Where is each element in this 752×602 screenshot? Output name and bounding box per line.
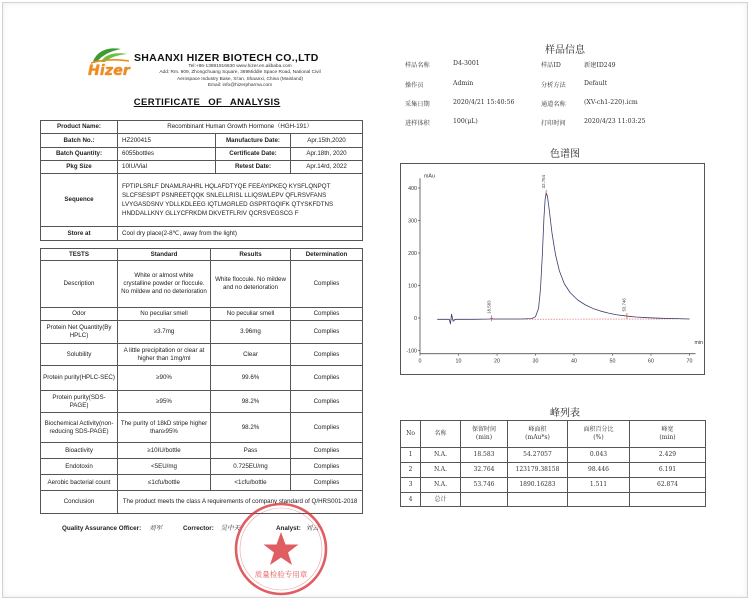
test-name: Aerobic bacterial count bbox=[41, 475, 118, 491]
company-name: SHAANXI HIZER BIOTECH CO.,LTD bbox=[134, 52, 319, 64]
peak-no: 4 bbox=[401, 493, 421, 507]
peak-no: 1 bbox=[401, 448, 421, 463]
header-label: 峰面积 bbox=[528, 426, 547, 433]
header-unit: (%) bbox=[593, 434, 604, 441]
corrector-label: Corrector: bbox=[183, 525, 214, 532]
sequence-label: Sequence bbox=[41, 174, 118, 227]
x-axis-label: min bbox=[694, 339, 703, 346]
peak-table-header bbox=[401, 421, 706, 448]
analyst-name: 刘云 bbox=[305, 524, 319, 532]
store-value: Cool dry place(2-8℃, away from the light) bbox=[118, 227, 363, 241]
header-standard: Standard bbox=[118, 249, 211, 261]
test-name: Endotoxin bbox=[41, 459, 118, 475]
peak-area-percent: 1.511 bbox=[568, 478, 630, 493]
injection-volume-label: 进样体积 bbox=[405, 120, 430, 127]
table-row bbox=[401, 493, 706, 507]
table-row bbox=[41, 161, 363, 174]
qa-label: Quality Assurance Officer: bbox=[62, 525, 142, 532]
header-label: 名称 bbox=[434, 430, 447, 437]
table-row bbox=[41, 174, 363, 227]
peak-table-title: 峰列表 bbox=[550, 408, 580, 419]
peak-retention-time bbox=[461, 493, 508, 507]
method-label: 分析方法 bbox=[541, 82, 566, 89]
pkg-size-label: Pkg Size bbox=[41, 161, 118, 174]
stamp-text: 质量检验专用章 bbox=[254, 570, 308, 579]
test-result: 3.96mg bbox=[211, 321, 291, 344]
x-tick-label: 20 bbox=[494, 358, 500, 365]
test-determination: Complies bbox=[291, 321, 363, 344]
operator-value: Admin bbox=[453, 80, 474, 87]
header-peak-area bbox=[508, 421, 568, 448]
table-row bbox=[41, 366, 363, 391]
peak-name: N.A. bbox=[421, 448, 461, 463]
chromatogram-chart bbox=[400, 163, 705, 375]
sample-id-value: 新建ID249 bbox=[584, 62, 616, 69]
star-icon bbox=[264, 532, 299, 565]
test-name: Protein Net Quantity(By HPLC) bbox=[41, 321, 118, 344]
table-row bbox=[41, 459, 363, 475]
table-row bbox=[401, 463, 706, 478]
x-tick-label: 0 bbox=[418, 358, 422, 365]
peak-label: 18.583 bbox=[486, 300, 492, 314]
product-name-value: Recombinant Human Growth Hormone（HGH-191） bbox=[118, 121, 363, 134]
test-result: 99.6% bbox=[211, 366, 291, 391]
test-determination: Complies bbox=[291, 475, 363, 491]
test-result: No peculiar smell bbox=[211, 308, 291, 321]
tests-table bbox=[40, 248, 363, 514]
peak-area-percent: 0.043 bbox=[568, 448, 630, 463]
chromatogram-title: 色谱图 bbox=[550, 149, 580, 160]
test-result: Clear bbox=[211, 344, 291, 366]
company-contact bbox=[134, 64, 346, 90]
test-determination: Complies bbox=[291, 443, 363, 459]
sequence-line: LVYGASDSNV YDLLKDLEEG IQTLMGRLED GSPRTGQIFK QTYSKFDTNS bbox=[122, 201, 334, 208]
x-tick-label: 10 bbox=[455, 358, 462, 365]
test-determination: Complies bbox=[291, 391, 363, 413]
manufacture-date-label: Manufacture Date: bbox=[216, 134, 291, 148]
retest-date-value: Apr.14rd, 2022 bbox=[291, 161, 363, 174]
qa-name: 刘军 bbox=[148, 524, 162, 532]
test-standard: ≥10IU/bottle bbox=[118, 443, 211, 459]
test-result: 0.725EU/mg bbox=[211, 459, 291, 475]
company-logo bbox=[84, 46, 134, 84]
logo-text: Hizer bbox=[87, 63, 131, 79]
header-retention-time bbox=[461, 421, 508, 448]
contact-line-address-2: Aerospace Industry Base, Xi'an, Shaanxi, China (Mainland) bbox=[177, 76, 303, 82]
pkg-size-value: 10IU/Vial bbox=[118, 161, 216, 174]
chromatogram-trace-0 bbox=[437, 193, 689, 324]
peak-retention-time: 53.746 bbox=[461, 478, 508, 493]
test-standard: No peculiar smell bbox=[118, 308, 211, 321]
certificate-date-value: Apr.18th, 2020 bbox=[291, 148, 363, 161]
header-label: 面积百分比 bbox=[583, 426, 614, 433]
peak-table bbox=[400, 420, 706, 507]
test-standard: ≥3.7mg bbox=[118, 321, 211, 344]
sequence-value bbox=[118, 174, 363, 227]
table-row bbox=[41, 475, 363, 491]
header-area-percent bbox=[568, 421, 630, 448]
table-row bbox=[41, 261, 363, 308]
x-tick-label: 50 bbox=[609, 358, 616, 365]
retest-date-label: Retest Date: bbox=[216, 161, 291, 174]
operator-label: 操作员 bbox=[405, 82, 424, 89]
test-result: Pass bbox=[211, 443, 291, 459]
injection-volume-value: 100(μL) bbox=[453, 118, 478, 125]
sample-info-title: 样品信息 bbox=[545, 45, 585, 56]
table-row bbox=[41, 121, 363, 134]
header-peak-width bbox=[630, 421, 706, 448]
batch-quantity-label: Batch Quantity: bbox=[41, 148, 118, 161]
test-result: 98.2% bbox=[211, 391, 291, 413]
header-tests: TESTS bbox=[41, 249, 118, 261]
y-axis-label: mAu bbox=[424, 173, 435, 180]
table-row bbox=[41, 308, 363, 321]
header-determination: Determination bbox=[291, 249, 363, 261]
sequence-line: HNDDALLKNY GLLYCFRKDM DKVETFLRIV QCRSVEGSCG F bbox=[122, 210, 299, 217]
test-name: Description bbox=[41, 261, 118, 308]
test-standard: ≥95% bbox=[118, 391, 211, 413]
table-row bbox=[41, 148, 363, 161]
contact-line-tel: Tel:+86-13891916630 www.hizer.en.alibaba.com bbox=[188, 64, 292, 69]
contact-line-address-1: Add: Rm. 909, Zhongchuang Square, 369Middle Space Road, National Civil bbox=[159, 70, 321, 76]
manufacture-date-value: Apr.15th,2020 bbox=[291, 134, 363, 148]
product-name-label: Product Name: bbox=[41, 121, 118, 134]
tests-header-row bbox=[41, 249, 363, 261]
table-row bbox=[401, 448, 706, 463]
batch-no-label: Batch No.: bbox=[41, 134, 118, 148]
header-no bbox=[401, 421, 421, 448]
x-tick-label: 70 bbox=[686, 358, 693, 365]
test-determination: Complies bbox=[291, 459, 363, 475]
peak-no: 3 bbox=[401, 478, 421, 493]
y-tick-label: 300 bbox=[408, 218, 417, 225]
header-label: No bbox=[406, 430, 415, 437]
sequence-line: SLCFSESIPT PSNREETQQK SNLELLRISL LLIQSWLEPV QFLRSVFANS bbox=[122, 192, 327, 199]
peak-area bbox=[508, 493, 568, 507]
x-tick-label: 30 bbox=[532, 358, 539, 365]
peak-width bbox=[630, 493, 706, 507]
sequence-line: FPTIPLSRLF DNAMLRAHRL HQLAFDTYQE FEEAYIPKEQ KYSFLQNPQT bbox=[122, 183, 331, 190]
test-name: Solubility bbox=[41, 344, 118, 366]
test-result: 98.2% bbox=[211, 413, 291, 443]
peak-area: 123179.38158 bbox=[508, 463, 568, 478]
header-unit: (mAu*s) bbox=[525, 434, 550, 441]
header-label: 保留时间 bbox=[471, 426, 496, 433]
test-determination: Complies bbox=[291, 413, 363, 443]
test-name: Protein purity(SDS-PAGE) bbox=[41, 391, 118, 413]
peak-area-percent bbox=[568, 493, 630, 507]
table-row bbox=[41, 413, 363, 443]
product-info-table bbox=[40, 120, 363, 241]
channel-value: (XV-ch1-220).icm bbox=[584, 99, 638, 106]
sample-name-label: 样品名称 bbox=[405, 62, 430, 69]
leaf-icon bbox=[87, 46, 131, 64]
table-row bbox=[41, 134, 363, 148]
x-tick-label: 40 bbox=[571, 358, 577, 365]
table-row bbox=[41, 321, 363, 344]
test-determination: Complies bbox=[291, 366, 363, 391]
contact-line-email: Email: info@hizerpharma.com bbox=[207, 83, 273, 89]
header-label: 峰宽 bbox=[661, 426, 674, 433]
corrector-name: 吴中天 bbox=[220, 524, 241, 532]
y-tick-label: 0 bbox=[414, 315, 417, 322]
table-row bbox=[41, 391, 363, 413]
sample-id-label: 样品ID bbox=[541, 62, 561, 69]
document-title: CERTIFICATE OF ANALYSIS bbox=[133, 97, 281, 108]
peak-area: 1890.16283 bbox=[508, 478, 568, 493]
test-name: Odor bbox=[41, 308, 118, 321]
peak-area-percent: 98.446 bbox=[568, 463, 630, 478]
peak-name: 总计 bbox=[421, 493, 461, 507]
quality-stamp bbox=[232, 500, 330, 598]
peak-retention-time: 18.583 bbox=[461, 448, 508, 463]
analyst-label: Analyst: bbox=[276, 525, 301, 532]
header-name bbox=[421, 421, 461, 448]
test-name: Biochemical Activity(non-reducing SDS-PAGE) bbox=[41, 413, 118, 443]
test-name: Protein purity(HPLC-SEC) bbox=[41, 366, 118, 391]
header-results: Results bbox=[211, 249, 291, 261]
peak-no: 2 bbox=[401, 463, 421, 478]
y-tick-label: -100 bbox=[406, 348, 417, 355]
test-standard: The purity of 18kD stripe higher than≥95% bbox=[118, 413, 211, 443]
test-standard: White or almost white crystalline powder or floccule. No mildew and no deterioration bbox=[118, 261, 211, 308]
table-row bbox=[401, 478, 706, 493]
peak-area: 54.27057 bbox=[508, 448, 568, 463]
peak-label: 32.764 bbox=[540, 174, 546, 189]
peak-width: 62.874 bbox=[630, 478, 706, 493]
test-standard: ≤1cfu/bottle bbox=[118, 475, 211, 491]
test-result: White floccule. No mildew and no deterioration bbox=[211, 261, 291, 308]
test-determination: Complies bbox=[291, 308, 363, 321]
conclusion-label: Conclusion bbox=[41, 491, 118, 514]
batch-quantity-value: 6055bottles bbox=[118, 148, 216, 161]
channel-label: 通道名称 bbox=[541, 101, 566, 108]
batch-no-value: HZ200415 bbox=[118, 134, 216, 148]
table-row bbox=[41, 344, 363, 366]
conclusion-value: The product meets the class A requirements of company standard of Q/HRS001-2018 bbox=[118, 491, 363, 514]
y-tick-label: 100 bbox=[408, 283, 417, 290]
test-standard: <5EU/mg bbox=[118, 459, 211, 475]
peak-name: N.A. bbox=[421, 463, 461, 478]
y-tick-label: 200 bbox=[408, 250, 417, 257]
acquisition-date-value: 2020/4/21 15:40:56 bbox=[453, 99, 515, 106]
table-row bbox=[41, 443, 363, 459]
store-label: Store at bbox=[41, 227, 118, 241]
peak-retention-time: 32.764 bbox=[461, 463, 508, 478]
table-row bbox=[41, 227, 363, 241]
peak-width: 6.191 bbox=[630, 463, 706, 478]
method-value: Default bbox=[584, 80, 608, 87]
acquisition-date-label: 采集日期 bbox=[405, 101, 430, 108]
test-determination: Complies bbox=[291, 261, 363, 308]
sample-name-value: D4-3001 bbox=[453, 60, 480, 67]
print-time-label: 打印时间 bbox=[541, 120, 566, 127]
test-standard: A little precipitation or clear at higher than 1mg/ml bbox=[118, 344, 211, 366]
print-time-value: 2020/4/23 11:03:25 bbox=[584, 118, 646, 125]
test-standard: ≥90% bbox=[118, 366, 211, 391]
test-name: Bioactivity bbox=[41, 443, 118, 459]
test-determination: Complies bbox=[291, 344, 363, 366]
peak-label: 53.746 bbox=[621, 298, 627, 312]
peak-name: N.A. bbox=[421, 478, 461, 493]
test-result: <1cfu/bottle bbox=[211, 475, 291, 491]
header-unit: (min) bbox=[659, 434, 676, 441]
chromatogram-svg bbox=[400, 163, 705, 375]
certificate-date-label: Certificate Date: bbox=[216, 148, 291, 161]
header-unit: (min) bbox=[475, 434, 493, 441]
qa-signature bbox=[62, 523, 162, 532]
peak-width: 2.429 bbox=[630, 448, 706, 463]
y-tick-label: 400 bbox=[408, 185, 417, 192]
x-tick-label: 60 bbox=[648, 358, 654, 365]
